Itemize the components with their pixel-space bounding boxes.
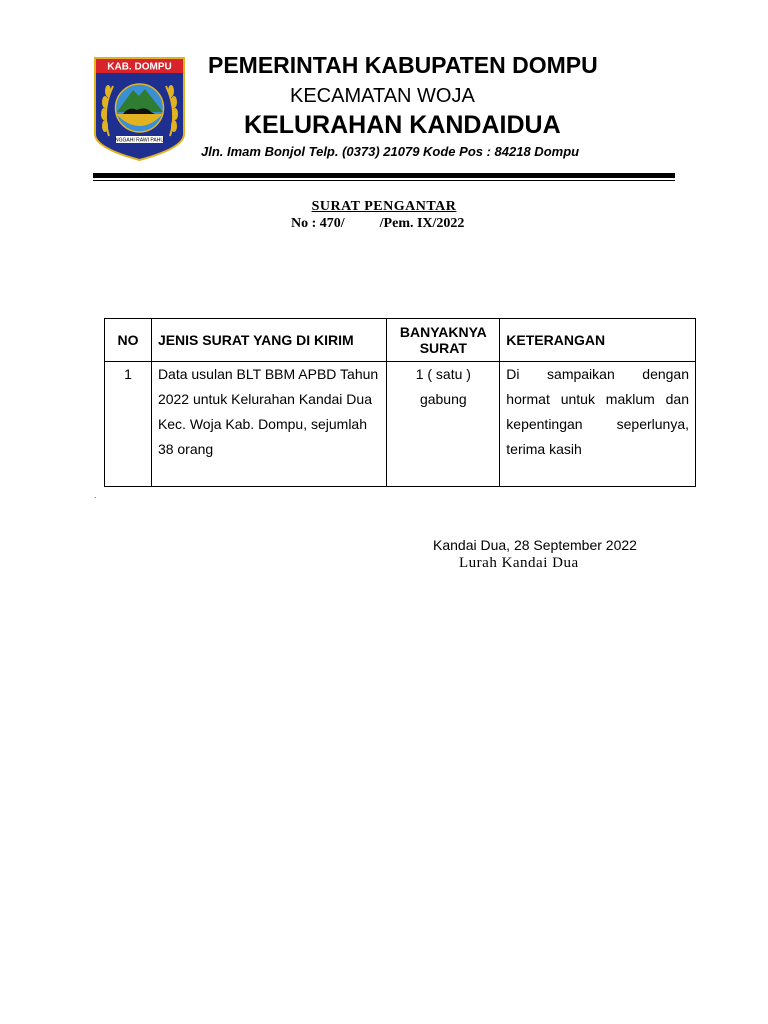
- cell-keterangan: Di sampaikan dengan hormat untuk maklum dan kepentingan seperlunya, terima kasih: [500, 362, 696, 487]
- header-banyak: BANYAKNYA SURAT: [387, 319, 500, 362]
- letterhead-rule: [93, 173, 675, 178]
- government-title: PEMERINTAH KABUPATEN DOMPU: [208, 52, 598, 78]
- header-jenis: JENIS SURAT YANG DI KIRIM: [151, 319, 386, 362]
- table-row: [105, 362, 696, 487]
- cell-jenis: Data usulan BLT BBM APBD Tahun 2022 untuk Kelurahan Kandai Dua Kec. Woja Kab. Dompu, sejumlah 38 orang: [151, 362, 386, 487]
- letter-number: No : 470/ /Pem. IX/2022: [291, 216, 465, 231]
- place-date: Kandai Dua, 28 September 2022: [433, 537, 637, 553]
- kelurahan-title: KELURAHAN KANDAIDUA: [244, 111, 561, 139]
- svg-text:NGGAHI RAWI PAHU: NGGAHI RAWI PAHU: [115, 137, 164, 144]
- cell-banyak: 1 ( satu ) gabung: [387, 362, 500, 487]
- stray-mark: .: [94, 491, 97, 500]
- svg-text:KAB. DOMPU: KAB. DOMPU: [107, 61, 172, 73]
- header-no: NO: [105, 319, 152, 362]
- letterhead-rule-thin: [93, 180, 675, 181]
- kabupaten-dompu-emblem: [93, 56, 186, 162]
- office-address: Jln. Imam Bonjol Telp. (0373) 21079 Kode Pos : 84218 Dompu: [201, 144, 580, 159]
- kecamatan-title: KECAMATAN WOJA: [290, 85, 475, 107]
- header-keterangan: KETERANGAN: [500, 319, 696, 362]
- letter-title: SURAT PENGANTAR: [311, 199, 457, 214]
- table-header-row: [105, 319, 696, 362]
- document-table: [104, 318, 696, 487]
- signatory-title: Lurah Kandai Dua: [459, 555, 579, 571]
- cell-no: 1: [105, 362, 152, 487]
